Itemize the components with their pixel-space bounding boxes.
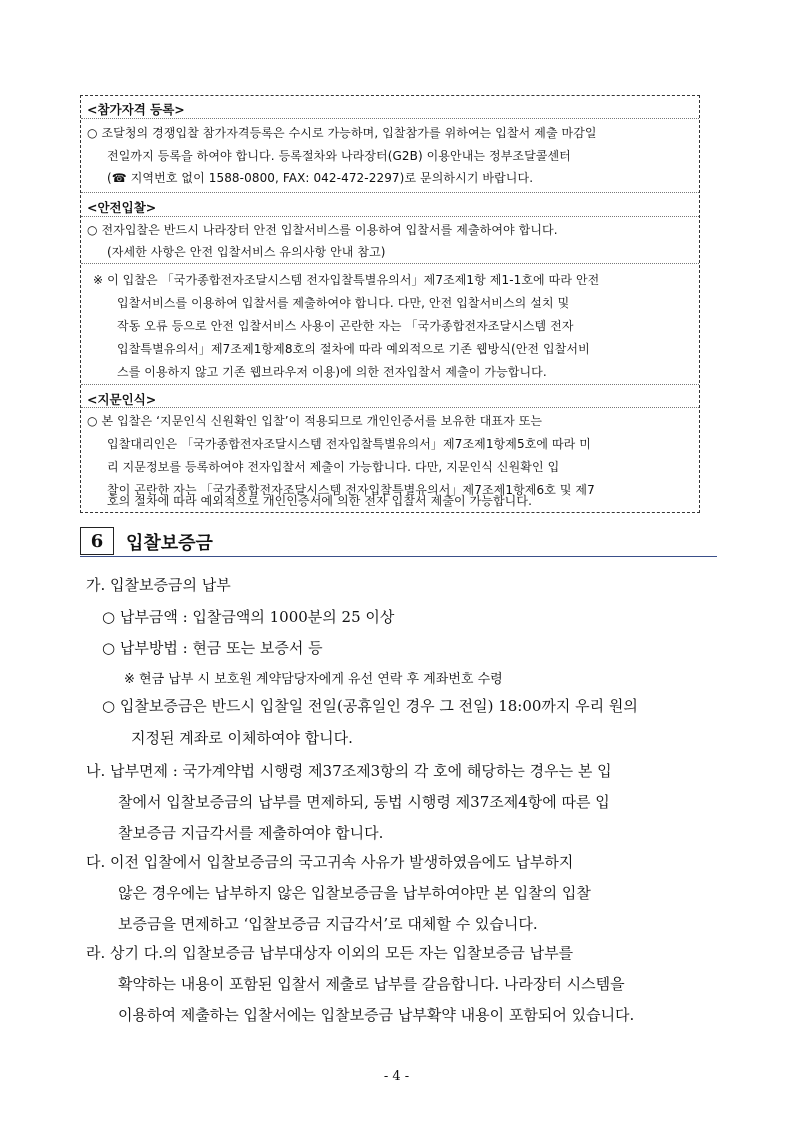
safe-bid-note-line-4: 입찰특별유의서」제7조제1항제8호의 절차에 따라 예외적으로 기존 웹방식(안전 입찰서비 <box>117 342 590 356</box>
item-na-line-2: 찰에서 입찰보증금의 납부를 면제하되, 동법 시행령 제37조제4항에 따른 입 <box>118 793 610 811</box>
ga-note: ※ 현금 납부 시 보호원 계약담당자에게 유선 연락 후 계좌번호 수령 <box>124 672 503 687</box>
fingerprint-line-4: 찰이 곤란한 자는 「국가종합전자조달시스템 전자입찰특별유의서」제7조제1항제6호 및 제7 <box>107 483 595 497</box>
safe-bid-note-line-3: 작동 오류 등으로 안전 입찰서비스 사용이 곤란한 자는 「국가종합전자조달시스템 전자 <box>117 319 574 333</box>
divider <box>81 263 699 264</box>
divider <box>81 192 699 193</box>
safe-bid-heading: <안전입찰> <box>87 200 157 215</box>
safe-bid-note-line-2: 입찰서비스를 이용하여 입찰서를 제출하여야 합니다. 다만, 안전 입찰서비스의 설치 및 <box>117 296 570 310</box>
item-da-line-1: 다. 이전 입찰에서 입찰보증금의 국고귀속 사유가 발생하였음에도 납부하지 <box>86 853 574 871</box>
notice-box <box>80 95 700 513</box>
qualification-line-1: ○ 조달청의 경쟁입찰 참가자격등록은 수시로 가능하며, 입찰참가를 위하여는 입찰서 제출 마감일 <box>87 126 597 140</box>
item-ra-line-3: 이용하여 제출하는 입찰서에는 입찰보증금 납부확약 내용이 포함되어 있습니다. <box>118 1006 635 1024</box>
divider <box>81 407 699 408</box>
ga-item-1: ○ 납부금액 : 입찰금액의 1000분의 25 이상 <box>102 608 395 626</box>
fingerprint-heading: <지문인식> <box>87 392 157 407</box>
section-number: 6 <box>80 527 114 555</box>
divider <box>81 216 699 217</box>
fingerprint-line-3: 리 지문정보를 등록하여야 전자입찰서 제출이 가능합니다. 다만, 지문인식 신원확인 입 <box>107 460 560 474</box>
divider <box>81 384 699 385</box>
safe-bid-line-1: ○ 전자입찰은 반드시 나라장터 안전 입찰서비스를 이용하여 입찰서를 제출하여야 합니다. <box>87 223 558 237</box>
qualification-line-3: (☎ 지역번호 없이 1588-0800, FAX: 042-472-2297)로 문의하시기 바랍니다. <box>107 171 534 185</box>
safe-bid-note-line-1: ※ 이 입찰은 「국가종합전자조달시스템 전자입찰특별유의서」제7조제1항 제1-1호에 따라 안전 <box>93 273 600 287</box>
item-ga: 가. 입찰보증금의 납부 <box>86 576 231 594</box>
safe-bid-line-2: (자세한 사항은 안전 입찰서비스 유의사항 안내 참고) <box>107 245 386 259</box>
ga-item-3-line-2: 지정된 계좌로 이체하여야 합니다. <box>131 729 353 747</box>
item-ra-line-2: 확약하는 내용이 포함된 입찰서 제출로 납부를 갈음합니다. 나라장터 시스템을 <box>118 975 625 993</box>
item-ra-line-1: 라. 상기 다.의 입찰보증금 납부대상자 이외의 모든 자는 입찰보증금 납부를 <box>86 944 574 962</box>
safe-bid-note-line-5: 스를 이용하지 않고 기존 웹브라우저 이용)에 의한 전자입찰서 제출이 가능합니다. <box>117 365 547 379</box>
fingerprint-line-1: ○ 본 입찰은 ‘지문인식 신원확인 입찰’이 적용되므로 개인인증서를 보유한 대표자 또는 <box>87 414 543 428</box>
qualification-heading: <참가자격 등록> <box>87 102 185 117</box>
item-da-line-2: 않은 경우에는 납부하지 않은 입찰보증금을 납부하여야만 본 입찰의 입찰 <box>118 884 591 902</box>
ga-item-3-line-1: ○ 입찰보증금은 반드시 입찰일 전일(공휴일인 경우 그 전일) 18:00까지 우리 원의 <box>102 697 638 715</box>
page-number: - 4 - <box>383 1069 410 1084</box>
item-na-line-1: 나. 납부면제 : 국가계약법 시행령 제37조제3항의 각 호에 해당하는 경우는 본 입 <box>86 762 612 780</box>
section-rule <box>80 556 717 557</box>
item-da-line-3: 보증금을 면제하고 ‘입찰보증금 지급각서’로 대체할 수 있습니다. <box>118 915 538 933</box>
fingerprint-line-5: 호의 절차에 따라 예외적으로 개인인증서에 의한 전자 입찰서 제출이 가능합니다. <box>107 494 532 508</box>
fingerprint-line-2: 입찰대리인은 「국가종합전자조달시스템 전자입찰특별유의서」제7조제1항제5호에 따라 미 <box>107 437 591 451</box>
item-na-line-3: 찰보증금 지급각서를 제출하여야 합니다. <box>118 824 384 842</box>
section-title: 입찰보증금 <box>126 533 213 554</box>
qualification-line-2: 전일까지 등록을 하여야 합니다. 등록절차와 나라장터(G2B) 이용안내는 정부조달콜센터 <box>107 149 571 163</box>
divider <box>81 118 699 119</box>
ga-item-2: ○ 납부방법 : 현금 또는 보증서 등 <box>102 639 323 657</box>
